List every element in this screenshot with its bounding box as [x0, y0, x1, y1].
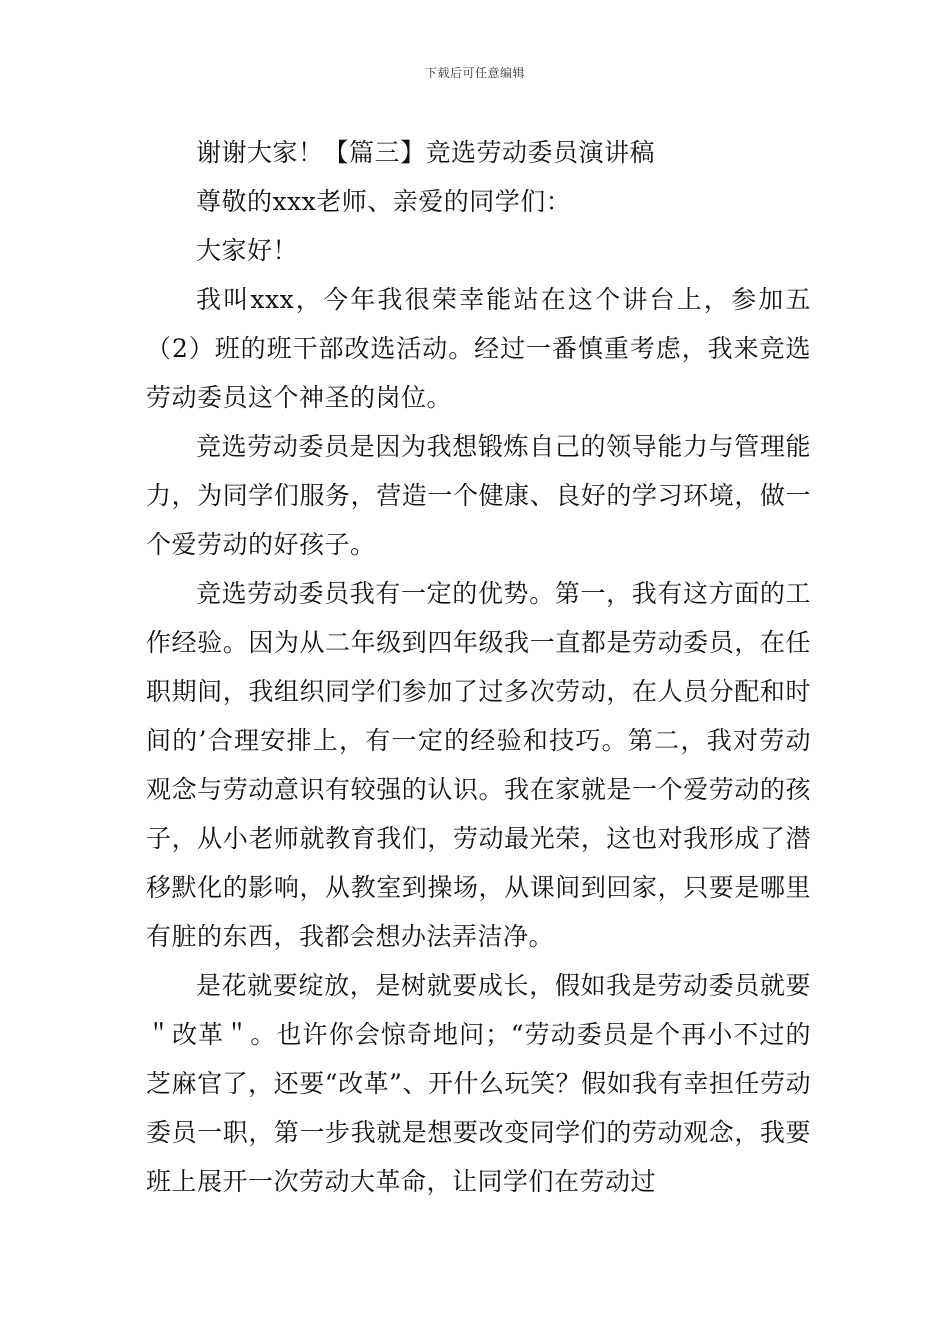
page-header-note: 下载后可任意编辑 [424, 66, 525, 80]
paragraph-closing-and-title: 谢谢大家！【篇三】竞选劳动委员演讲稿 [196, 138, 656, 167]
document-body [146, 128, 811, 1206]
paragraph-advantages: 竞选劳动委员我有一定的优势。第一，我有这方面的工作经验。因为从二年级到四年级我一直都是劳动委员，在任职期间，我组织同学们参加了过多次劳动，在人员分配和时间的’合理安排上，有一定的经验和技巧。第二，我对劳动观念与劳动意识有较强的认识。我在家就是一个爱劳动的孩子，从小老师就教育我们，劳动最光荣，这也对我形成了潜移默化的影响，从教室到操场，从课间到回家，只要是哪里有脏的东西，我都会想办法弄洁净。 [146, 579, 811, 951]
paragraph-greeting: 大家好！ [196, 236, 299, 265]
paragraph-reason: 竞选劳动委员是因为我想锻炼自己的领导能力与管理能力，为同学们服务，营造一个健康、良好的学习环境，做一个爱劳动的好孩子。 [146, 432, 811, 559]
paragraph-salutation: 尊敬的xxx老师、亲爱的同学们： [196, 187, 572, 216]
paragraph-reform: 是花就要绽放，是树就要成长，假如我是劳动委员就要＂改革＂。也许你会惊奇地问；“劳动委员是个再小不过的芝麻官了，还要“改革”、开什么玩笑？假如我有幸担任劳动委员一职，第一步我就是想要改变同学们的劳动观念，我要班上展开一次劳动大革命，让同学们在劳动过 [146, 971, 811, 1196]
paragraph-introduction: 我叫xxx，今年我很荣幸能站在这个讲台上，参加五（2）班的班干部改选活动。经过一番慎重考虑，我来竞选劳动委员这个神圣的岗位。 [146, 285, 811, 412]
